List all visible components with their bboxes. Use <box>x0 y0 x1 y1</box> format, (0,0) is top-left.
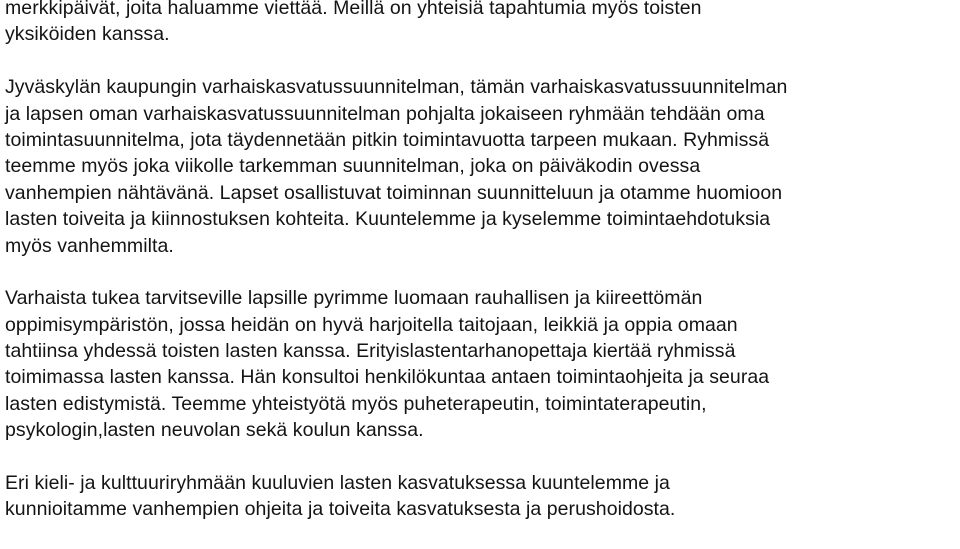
text-line: myös vanhemmilta. <box>5 234 174 257</box>
text-line: vanhempien nähtävänä. Lapset osallistuvat toiminnan suunnitteluun ja otamme huomioon <box>5 181 783 204</box>
text-line: Varhaista tukea tarvitseville lapsille pyrimme luomaan rauhallisen ja kiireettömän <box>5 287 703 310</box>
text-line: Jyväskylän kaupungin varhaiskasvatussuunnitelman, tämän varhaiskasvatussuunnitelman <box>5 76 788 99</box>
paragraph-early-support <box>5 285 960 443</box>
text-line: psykologin,lasten neuvolan sekä koulun kanssa. <box>5 419 424 442</box>
paragraph-gap <box>5 259 960 285</box>
paragraph-planning <box>5 74 960 259</box>
text-line: oppimisympäristön, jossa heidän on hyvä harjoitella taitojaan, leikkiä ja oppia omaan <box>5 313 738 336</box>
paragraph-gap <box>5 48 960 74</box>
text-line: kunnioitamme vanhempien ohjeita ja toiveita kasvatuksesta ja perushoidosta. <box>5 498 676 521</box>
text-line: tahtiinsa yhdessä toisten lasten kanssa. Erityislastentarhanopettaja kiertää ryhmissä <box>5 340 736 363</box>
text-line: lasten edistymistä. Teemme yhteistyötä myös puheterapeutin, toimintaterapeutin, <box>5 392 707 415</box>
text-line: toimimassa lasten kanssa. Hän konsultoi henkilökuntaa antaen toimintaohjeita ja seuraa <box>5 366 770 389</box>
paragraph-gap <box>5 444 960 470</box>
text-line: teemme myös joka viikolle tarkemman suunnitelman, joka on päiväkodin ovessa <box>5 155 701 178</box>
text-line: toimintasuunnitelma, jota täydennetään pitkin toimintavuotta tarpeen mukaan. Ryhmissä <box>5 128 770 151</box>
paragraph-events <box>5 0 960 48</box>
text-line: ja lapsen oman varhaiskasvatussuunnitelman pohjalta jokaiseen ryhmään tehdään oma <box>5 102 765 125</box>
text-line: lasten toiveita ja kiinnostuksen kohteita. Kuuntelemme ja kyselemme toimintaehdotuksia <box>5 208 771 231</box>
text-line: yksiköiden kanssa. <box>5 23 170 46</box>
paragraph-cultural-groups <box>5 470 960 523</box>
text-line: Eri kieli- ja kulttuuriryhmään kuuluvien lasten kasvatuksessa kuuntelemme ja <box>5 472 670 495</box>
text-line: merkkipäivät, joita haluamme viettää. Meillä on yhteisiä tapahtumia myös toisten <box>5 0 702 19</box>
document-page <box>5 0 960 523</box>
